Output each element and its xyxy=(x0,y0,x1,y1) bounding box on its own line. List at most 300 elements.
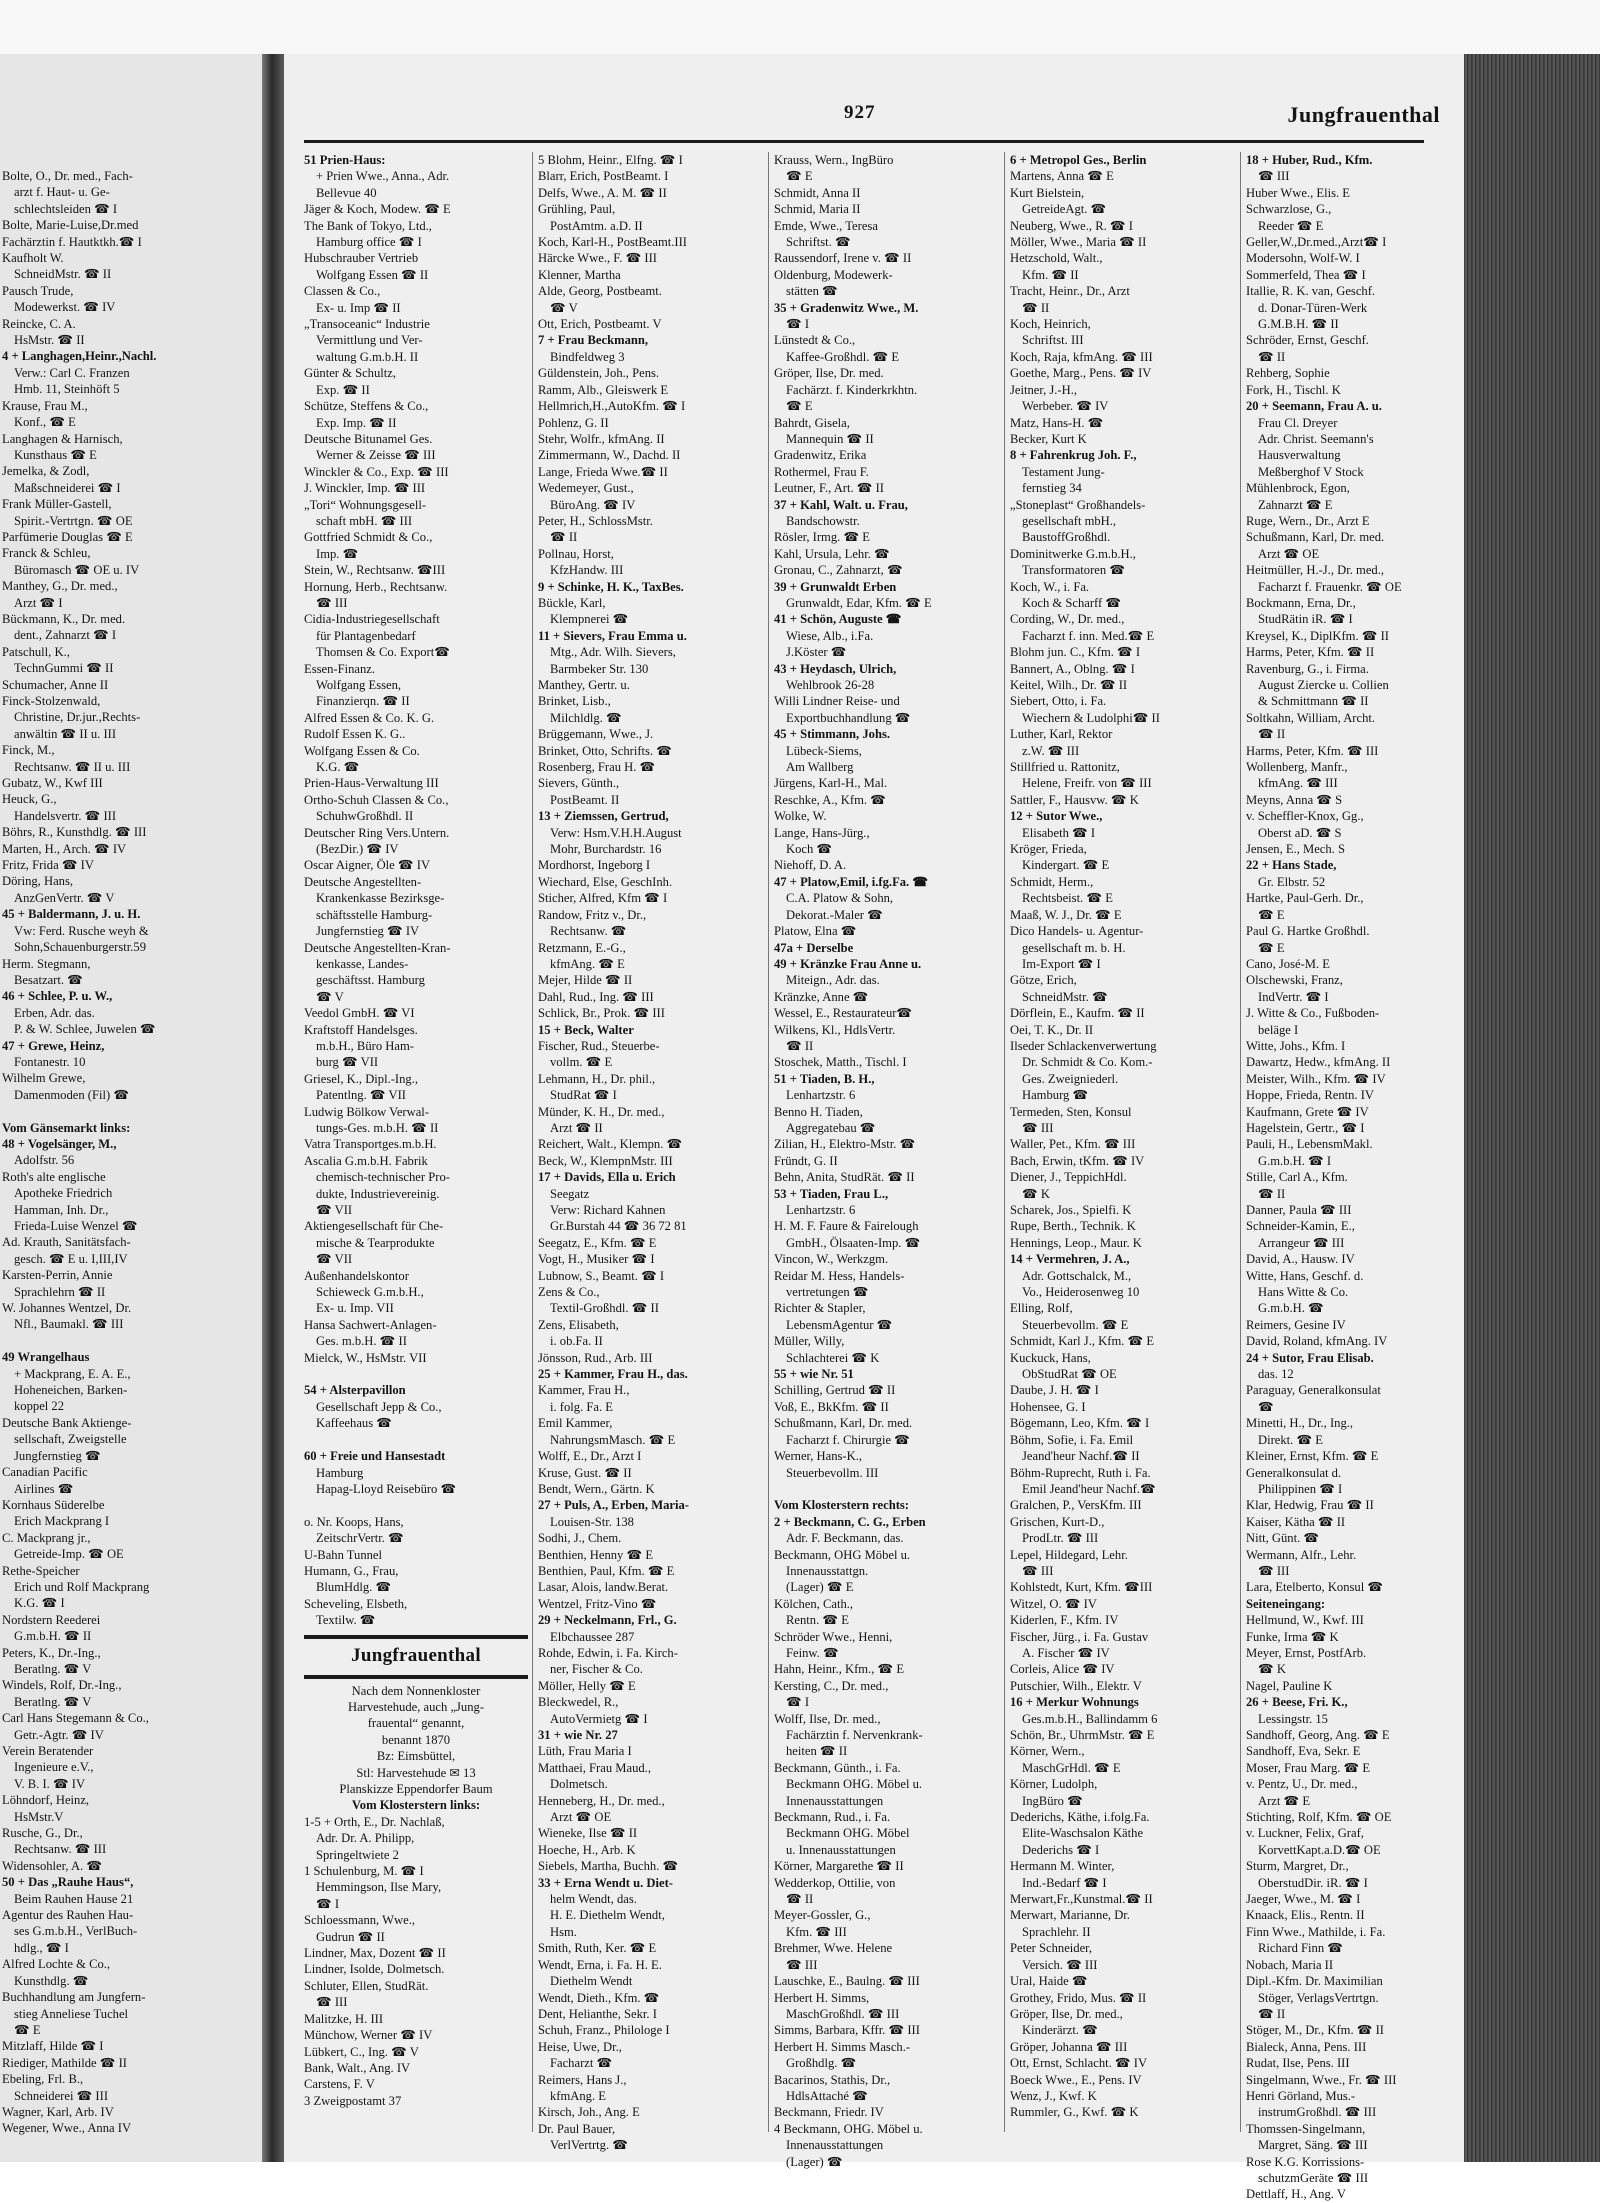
directory-entry-line: 13 + Ziemssen, Gertrud, xyxy=(538,809,669,824)
directory-entry-line: Widensohler, A. ☎ xyxy=(2,1858,103,1873)
directory-entry-line: Blohm jun. C., Kfm. ☎ I xyxy=(1010,645,1141,660)
directory-entry-line: Schmidt, Karl J., Kfm. ☎ E xyxy=(1010,1334,1155,1349)
directory-entry-line: G.m.b.H. ☎ II xyxy=(14,1629,92,1644)
directory-entry-line: Nordstern Reederei xyxy=(2,1612,101,1627)
directory-entry-line: Winckler & Co., Exp. ☎ III xyxy=(304,464,449,479)
directory-entry-line: Rose K.G. Korrissions- xyxy=(1246,2154,1365,2169)
directory-entry-line: Kinderärzt. ☎ xyxy=(1022,2023,1098,2038)
directory-entry-line: Meßberghof V Stock xyxy=(1258,464,1364,479)
directory-entry-line: gesellschaft m. b. H. xyxy=(1022,940,1126,955)
directory-entry-line: (BezDir.) ☎ IV xyxy=(316,842,399,857)
directory-entry-line: ☎ III xyxy=(316,1995,348,2010)
directory-entry-line: i. ob.Fa. II xyxy=(550,1334,603,1349)
directory-entry-line: Seegatz xyxy=(550,1186,590,1201)
directory-entry-line: Kunsthdlg. ☎ xyxy=(14,1973,89,1988)
directory-entry-line: Hornung, Herb., Rechtsanw. xyxy=(304,579,448,594)
directory-entry-line: Pollnau, Horst, xyxy=(538,546,614,561)
directory-entry-line: stieg Anneliese Tuchel xyxy=(14,2006,129,2021)
directory-entry-line: Huber Wwe., Elis. E xyxy=(1246,185,1350,200)
directory-entry-line: Dawartz, Hedw., kfmAng. II xyxy=(1246,1055,1391,1070)
directory-entry-line: Kaiser, Kätha ☎ II xyxy=(1246,1514,1346,1529)
column-divider xyxy=(532,152,533,2132)
directory-entry-line: Wedderkop, Ottilie, von xyxy=(774,1875,896,1890)
directory-entry-line: ☎ I xyxy=(786,317,810,332)
directory-entry-line: Möller, Wwe., Maria ☎ II xyxy=(1010,235,1147,250)
directory-entry-line: Danner, Paula ☎ III xyxy=(1246,1203,1352,1217)
directory-entry-line: Diethelm Wendt xyxy=(550,1974,633,1989)
directory-entry-line: für Plantagenbedarf xyxy=(316,628,416,643)
directory-entry-line: Nobach, Maria II xyxy=(1246,1957,1334,1972)
directory-entry-line: geschäftsst. Hamburg xyxy=(316,973,425,988)
directory-entry-line: Meyer, Ernst, PostfArb. xyxy=(1246,1645,1367,1660)
directory-entry-line: Airlines ☎ xyxy=(14,1481,74,1496)
directory-entry-line: VerlVertrtg. ☎ xyxy=(550,2138,628,2153)
directory-entry-line: Sommerfeld, Thea ☎ I xyxy=(1246,267,1366,282)
directory-entry-line: v. Pentz, U., Dr. med., xyxy=(1246,1777,1358,1792)
directory-entry-line: Kammer, Frau H., xyxy=(538,1383,630,1398)
directory-entry-line: Canadian Pacific xyxy=(2,1465,88,1480)
directory-entry-line: Margret, Säng. ☎ III xyxy=(1258,2138,1368,2153)
directory-entry-line: 12 + Sutor Wwe., xyxy=(1010,809,1103,824)
directory-entry-line: Hagelstein, Gertr., ☎ I xyxy=(1246,1120,1365,1135)
directory-entry-line: Oberst aD. ☎ S xyxy=(1258,825,1342,840)
directory-entry-line: Bolte, O., Dr. med., Fach- xyxy=(2,169,133,183)
directory-entry-line: Schmidt, Anna II xyxy=(774,185,861,200)
directory-entry-line: Lange, Hans-Jürg., xyxy=(774,825,870,840)
directory-entry-line: Parfümerie Douglas ☎ E xyxy=(2,529,133,544)
directory-entry-line: Innenausstattgn. xyxy=(786,1563,869,1578)
directory-entry-line: Jensen, E., Mech. S xyxy=(1246,842,1345,857)
directory-entry-line: Ges.m.b.H., Ballindamm 6 xyxy=(1022,1711,1158,1726)
directory-entry-line: Termeden, Sten, Konsul xyxy=(1010,1104,1132,1119)
directory-entry-line: Hans Witte & Co. xyxy=(1258,1285,1349,1300)
directory-entry-line: 27 + Puls, A., Erben, Maria- xyxy=(538,1498,689,1513)
directory-entry-line: Ges. Zweigniederl. xyxy=(1022,1071,1119,1086)
directory-entry-line: kenkasse, Landes- xyxy=(316,956,409,971)
directory-entry-line: Wermann, Alfr., Lehr. xyxy=(1246,1547,1357,1562)
directory-entry-line: Schieweck G.m.b.H., xyxy=(316,1285,424,1300)
directory-entry-line: C.A. Platow & Sohn, xyxy=(786,891,894,906)
directory-entry-line: Koch, W., i. Fa. xyxy=(1010,579,1090,594)
directory-entry-line: Döring, Hans, xyxy=(2,874,74,889)
directory-entry-line: Brinket, Lisb., xyxy=(538,694,611,709)
directory-entry-line: Müller, Willy, xyxy=(774,1334,845,1349)
directory-entry-line: Wiese, Alb., i.Fa. xyxy=(786,628,874,643)
directory-entry-line: Hapag-Lloyd Reisebüro ☎ xyxy=(316,1481,457,1496)
directory-entry-line: chemisch-technischer Pro- xyxy=(316,1170,450,1185)
directory-entry-line: ☎ E xyxy=(14,2022,41,2037)
street-rule xyxy=(304,1675,528,1679)
directory-entry-line: LebensmAgentur ☎ xyxy=(786,1317,893,1332)
directory-entry-line: Ural, Haide ☎ xyxy=(1010,1974,1088,1989)
directory-entry-line: Manthey, Gertr. u. xyxy=(538,678,630,692)
directory-entry-line: Agentur des Rauhen Hau- xyxy=(2,1908,134,1923)
directory-entry-line: arzt f. Haut- u. Ge- xyxy=(14,185,110,200)
directory-entry-line: PostBeamt. II xyxy=(550,792,620,807)
directory-entry-line: Wieneke, Ilse ☎ II xyxy=(538,1826,638,1841)
directory-entry-line: Schriftst. ☎ xyxy=(786,235,851,250)
directory-entry-line: & Schmittmann ☎ II xyxy=(1258,694,1369,709)
directory-entry-line: H. M. F. Faure & Fairelough xyxy=(774,1219,919,1234)
directory-entry-line: Imp. ☎ xyxy=(316,546,359,561)
directory-entry-line: 17 + Davids, Ella u. Erich xyxy=(538,1170,676,1185)
directory-entry-line: „Transoceanic“ Industrie xyxy=(304,317,430,332)
directory-entry-line: Erben, Adr. das. xyxy=(14,1005,95,1020)
directory-entry-line: Koch ☎ xyxy=(786,842,833,857)
directory-entry-line: Möller, Helly ☎ E xyxy=(538,1678,636,1693)
directory-entry-line: 51 + Tiaden, B. H., xyxy=(774,1071,875,1086)
directory-entry-line: ☎ II xyxy=(786,1892,814,1907)
directory-entry-line: Fachärztin f. Hautktkh.☎ I xyxy=(2,234,142,249)
directory-entry-line: Lange, Frieda Wwe.☎ II xyxy=(538,464,668,479)
directory-entry-line: Kornhaus Süderelbe xyxy=(2,1497,105,1512)
directory-entry-line: 26 + Beese, Fri. K., xyxy=(1246,1695,1348,1710)
directory-entry-line: Benno H. Tiaden, xyxy=(774,1104,863,1119)
directory-entry-line: Ott, Ernst, Schlacht. ☎ IV xyxy=(1010,2056,1148,2071)
directory-entry-line: Fischer, Rud., Steuerbe- xyxy=(538,1038,660,1053)
directory-entry-line: Außenhandelskontor xyxy=(304,1268,409,1283)
directory-entry-line: Beratlng. ☎ V xyxy=(14,1694,92,1709)
directory-entry-line: MaschGroßhdl. ☎ III xyxy=(786,2006,900,2021)
directory-entry-line: Thomssen-Singelmann, xyxy=(1246,2121,1366,2136)
directory-entry-line: fernstieg 34 xyxy=(1022,481,1082,496)
directory-entry-line: Soltkahn, William, Archt. xyxy=(1246,710,1376,725)
directory-entry-line: Lünstedt & Co., xyxy=(774,333,856,348)
directory-entry-line: SchuhwGroßhdl. II xyxy=(316,809,414,824)
directory-entry-line: Cano, José-M. E xyxy=(1246,956,1330,971)
directory-entry-line: Kölchen, Cath., xyxy=(774,1596,854,1611)
directory-entry-line: Franck & Schleu, xyxy=(2,546,91,561)
directory-entry-line: Krauss, Wern., IngBüro xyxy=(774,153,894,167)
directory-entry-line: Gottfried Schmidt & Co., xyxy=(304,530,433,545)
directory-entry-line: Schlachterei ☎ K xyxy=(786,1350,880,1365)
directory-entry-line: Brinket, Otto, Schrifts. ☎ xyxy=(538,743,672,758)
directory-entry-line: Wolfgang Essen, xyxy=(316,678,402,692)
directory-entry-line: 39 + Grunwaldt Erben xyxy=(774,579,897,594)
directory-entry-line: schäftsstelle Hamburg- xyxy=(316,907,433,922)
directory-entry-line xyxy=(304,1366,528,1382)
directory-entry-line: Singelmann, Wwe., Fr. ☎ III xyxy=(1246,2072,1397,2087)
directory-entry-line: Windels, Rolf, Dr.-Ing., xyxy=(2,1678,122,1693)
directory-entry-line: V. B. I. ☎ IV xyxy=(14,1776,86,1791)
directory-entry-line: Werner & Zeisse ☎ III xyxy=(316,448,436,463)
directory-entry-line: Wagner, Karl, Arb. IV xyxy=(2,2104,114,2119)
directory-entry-line: Mtg., Adr. Wilh. Sievers, xyxy=(550,645,676,660)
directory-entry-line: Hamburg ☎ xyxy=(1022,1088,1089,1103)
directory-entry-line: Luther, Karl, Rektor xyxy=(1010,727,1113,742)
directory-entry-line: (Lager) ☎ E xyxy=(786,1580,854,1595)
directory-entry-line: Springeltwiete 2 xyxy=(316,1847,399,1862)
directory-entry-line: Wolke, W. xyxy=(774,809,827,824)
directory-entry-line: Reschke, A., Kfm. ☎ xyxy=(774,792,886,807)
directory-entry-line: Merwart,Fr.,Kunstmal.☎ II xyxy=(1010,1892,1153,1907)
directory-entry-line: Koch, Raja, kfmAng. ☎ III xyxy=(1010,349,1153,364)
directory-entry-line: Diener, J., TeppichHdl. xyxy=(1010,1170,1127,1185)
directory-entry-line: Funke, Irma ☎ K xyxy=(1246,1629,1339,1644)
directory-entry-line: Lüth, Frau Maria I xyxy=(538,1744,632,1759)
directory-entry-line: StudRätin iR. ☎ I xyxy=(1258,612,1353,627)
directory-entry-line: Hubschrauber Vertrieb xyxy=(304,251,419,266)
directory-entry-line: Wiechard, Else, GeschInh. xyxy=(538,874,673,889)
directory-entry-line: Dr. Schmidt & Co. Kom.- xyxy=(1022,1055,1153,1070)
directory-entry-line: Hoheneichen, Barken- xyxy=(14,1383,128,1398)
directory-entry-line: Adolfstr. 56 xyxy=(14,1153,75,1168)
directory-entry-line: Ludwig Bölkow Verwal- xyxy=(304,1104,429,1119)
directory-entry-line: W. Johannes Wentzel, Dr. xyxy=(2,1301,132,1316)
directory-entry-line: Bannert, A., Oblng. ☎ I xyxy=(1010,661,1135,676)
directory-entry-line: Jemelka, & Zodl, xyxy=(2,464,90,479)
directory-entry-line: Bindfeldweg 3 xyxy=(550,349,625,364)
directory-entry-line: Emil Kammer, xyxy=(538,1416,613,1431)
directory-entry-line: Lasar, Alois, landw.Berat. xyxy=(538,1580,669,1595)
directory-entry-line: Cidia-Industriegesellschaft xyxy=(304,612,440,627)
directory-entry-line: Lehmann, H., Dr. phil., xyxy=(538,1071,656,1086)
directory-entry-line: ☎ I xyxy=(316,1896,340,1911)
directory-entry-line: Heise, Uwe, Dr., xyxy=(538,2039,622,2054)
directory-entry-line: Ex- u. Imp. VII xyxy=(316,1301,394,1316)
directory-entry-line: Planskizze Eppendorfer Baum xyxy=(339,1782,493,1796)
directory-entry-line: Arrangeur ☎ III xyxy=(1258,1235,1345,1250)
directory-entry-line: Reincke, C. A. xyxy=(2,316,76,331)
directory-entry-line: 49 + Kränzke Frau Anne u. xyxy=(774,956,922,971)
directory-entry-line: Fritz, Frida ☎ IV xyxy=(2,858,94,873)
directory-entry-line: burg ☎ VII xyxy=(316,1055,379,1070)
directory-entry-line: Ascalia G.m.b.H. Fabrik xyxy=(304,1153,428,1168)
directory-entry-line: mische & Tearprodukte xyxy=(316,1235,435,1250)
directory-entry-line: Schriftst. III xyxy=(1022,333,1084,348)
directory-entry-line: Sturm, Margret, Dr., xyxy=(1246,1859,1349,1874)
directory-entry-line: Jürgens, Karl-H., Mal. xyxy=(774,776,888,791)
directory-entry-line: Knaack, Elis., Rentn. II xyxy=(1246,1908,1365,1923)
directory-entry-line: Koch & Scharff ☎ xyxy=(1022,595,1122,610)
directory-entry-line: J. Winckler, Imp. ☎ III xyxy=(304,481,426,496)
directory-entry-line: Arzt ☎ OE xyxy=(1258,546,1320,561)
directory-entry-line: Stehr, Wolfr., kfmAng. II xyxy=(538,431,665,446)
directory-entry-line: Hartke, Paul-Gerh. Dr., xyxy=(1246,891,1364,906)
directory-entry-line: Willi Lindner Reise- und xyxy=(774,694,900,709)
directory-entry-line: Deutsche Angestellten- xyxy=(304,874,422,889)
directory-entry-line: 35 + Gradenwitz Wwe., M. xyxy=(774,300,919,315)
directory-entry-line: Wilkens, Kl., HdlsVertr. xyxy=(774,1022,896,1037)
directory-entry-line: Wilhelm Grewe, xyxy=(2,1071,86,1086)
directory-entry-line: benannt 1870 xyxy=(381,1732,451,1747)
directory-entry-line: Testament Jung- xyxy=(1022,464,1105,479)
directory-entry-line: Becker, Kurt K xyxy=(1010,431,1087,446)
directory-entry-line: 33 + Erna Wendt u. Diet- xyxy=(538,1875,673,1890)
directory-entry-line: Voß, E., BkKfm. ☎ II xyxy=(774,1399,889,1414)
directory-entry-line xyxy=(2,1333,260,1349)
directory-entry-line: Modersohn, Wolf-W. I xyxy=(1246,251,1360,266)
directory-entry-line: Benthien, Paul, Kfm. ☎ E xyxy=(538,1563,675,1578)
directory-entry-line: stätten ☎ xyxy=(786,284,838,299)
directory-entry-line: Boeck Wwe., E., Pens. IV xyxy=(1010,2072,1142,2087)
directory-entry-line: Lauschke, E., Baulng. ☎ III xyxy=(774,1974,920,1989)
directory-entry-line: Facharzt f. inn. Med.☎ E xyxy=(1022,628,1155,643)
directory-entry-line: Beck, W., KlempnMstr. III xyxy=(538,1153,673,1168)
directory-entry-line: Wolfgang Essen ☎ II xyxy=(316,267,429,282)
directory-entry-line: Essen-Finanz. xyxy=(304,661,375,676)
directory-entry-line: Neuberg, Wwe., R. ☎ I xyxy=(1010,218,1133,233)
directory-entry-line: Harms, Peter, Kfm. ☎ III xyxy=(1246,743,1379,758)
directory-entry-line: Alfred Lochte & Co., xyxy=(2,1957,111,1972)
directory-entry-line: 47 + Platow,Emil, i.fg.Fa. ☎ xyxy=(774,874,929,889)
column-1 xyxy=(304,152,528,2142)
directory-entry-line: AnzGenVertr. ☎ V xyxy=(14,890,115,905)
directory-entry-line: 16 + Merkur Wohnungs xyxy=(1010,1695,1139,1710)
directory-entry-line: 37 + Kahl, Walt. u. Frau, xyxy=(774,497,908,512)
directory-entry-line: ☎ K xyxy=(1258,1662,1286,1677)
directory-entry-line: Hennings, Leop., Maur. K xyxy=(1010,1235,1142,1250)
directory-entry-line: Elling, Rolf, xyxy=(1010,1301,1073,1316)
directory-entry-line: Sprachlehr. II xyxy=(1022,1924,1091,1939)
directory-entry-line: v. Scheffler-Knox, Gg., xyxy=(1246,809,1364,824)
directory-entry-line: U-Bahn Tunnel xyxy=(304,1547,383,1562)
directory-entry-line: Zens, Elisabeth, xyxy=(538,1317,619,1332)
directory-entry-line: Frau Cl. Dreyer xyxy=(1258,415,1338,430)
directory-entry-line: Aggregatebau ☎ xyxy=(786,1120,876,1135)
directory-entry-line: 3 Zweigpostamt 37 xyxy=(304,2093,402,2108)
directory-entry-line: Riediger, Mathilde ☎ II xyxy=(2,2055,127,2070)
directory-entry-line: K.G. ☎ I xyxy=(14,1596,65,1611)
directory-entry-line: Pausch Trude, xyxy=(2,283,74,298)
directory-entry-line: Veedol GmbH. ☎ VI xyxy=(304,1006,415,1021)
directory-entry-line: Stoschek, Matth., Tischl. I xyxy=(774,1055,907,1070)
directory-entry-line: Schröder Wwe., Henni, xyxy=(774,1629,893,1644)
directory-entry-line: Ruge, Wern., Dr., Arzt E xyxy=(1246,513,1370,528)
directory-entry-line: 15 + Beck, Walter xyxy=(538,1022,634,1037)
directory-entry-line: 1-5 + Orth, E., Dr. Nachlaß, xyxy=(304,1814,445,1829)
directory-entry-line: Daube, J. H. ☎ I xyxy=(1010,1383,1099,1398)
directory-entry-line: Pohlenz, G. II xyxy=(538,415,609,430)
directory-entry-line: Arzt ☎ I xyxy=(14,595,63,610)
directory-entry-line: J. Witte & Co., Fußboden- xyxy=(1246,1006,1380,1021)
directory-entry-line: G.m.b.H. ☎ I xyxy=(1258,1153,1332,1168)
directory-entry-line: Facharzt f. Chirurgie ☎ xyxy=(786,1432,910,1447)
directory-entry-line: Sprachlehrn ☎ II xyxy=(14,1284,106,1299)
directory-entry-line: Bendt, Wern., Gärtn. K xyxy=(538,1481,655,1496)
directory-entry-line: Hellmrich,H.,AutoKfm. ☎ I xyxy=(538,399,686,414)
directory-entry-line: 55 + wie Nr. 51 xyxy=(774,1367,854,1382)
directory-entry-line: Corleis, Alice ☎ IV xyxy=(1010,1662,1115,1677)
directory-entry-line: Ott, Erich, Postbeamt. V xyxy=(538,317,662,332)
directory-entry-line: Behn, Anita, StudRät. ☎ II xyxy=(774,1170,915,1185)
directory-entry-line: d. Donar-Türen-Werk xyxy=(1258,300,1368,315)
directory-entry-line: Verw: Richard Kahnen xyxy=(550,1203,666,1217)
directory-entry-line: o. Nr. Koops, Hans, xyxy=(304,1514,404,1529)
directory-entry-line: ☎ III xyxy=(316,595,348,610)
directory-entry-line: Hsm. xyxy=(550,1924,577,1939)
directory-entry-line: Arzt ☎ II xyxy=(550,1120,603,1135)
directory-entry-line: August Ziercke u. Collien xyxy=(1258,678,1389,692)
directory-entry-line: Bandschowstr. xyxy=(786,513,860,528)
directory-entry-line: BüroAng. ☎ IV xyxy=(550,497,636,512)
directory-entry-line: Jungfernstieg ☎ xyxy=(14,1448,101,1463)
directory-entry-line: J.Köster ☎ xyxy=(786,645,847,660)
directory-entry-line: Rechtsbeist. ☎ E xyxy=(1022,891,1113,906)
directory-entry-line: Fischer, Jürg., i. Fa. Gustav xyxy=(1010,1629,1149,1644)
directory-entry-line: Mühlenbrock, Egon, xyxy=(1246,481,1350,496)
directory-entry-line: The Bank of Tokyo, Ltd., xyxy=(304,218,432,233)
directory-entry-line: Finck-Stolzenwald, xyxy=(2,694,101,708)
directory-entry-line: Emil Jeand'heur Nachf.☎ xyxy=(1022,1481,1156,1496)
directory-entry-line: Hoppe, Frieda, Rentn. IV xyxy=(1246,1088,1375,1103)
directory-entry-line: Ilseder Schlackenverwertung xyxy=(1010,1038,1157,1053)
directory-entry-line: Schußmann, Karl, Dr. med. xyxy=(1246,530,1385,545)
directory-entry-line: Dekorat.-Maler ☎ xyxy=(786,907,883,922)
directory-entry-line: Wenz, J., Kwf. K xyxy=(1010,2088,1097,2103)
directory-entry-line: Putschier, Wilh., Elektr. V xyxy=(1010,1678,1142,1693)
directory-entry-line: Wentzel, Fritz-Vino ☎ xyxy=(538,1596,657,1611)
directory-entry-line: Deutscher Ring Vers.Untern. xyxy=(304,825,450,840)
directory-entry-line: Bacarinos, Stathis, Dr., xyxy=(774,2072,891,2087)
directory-entry-line: 1 Schulenburg, M. ☎ I xyxy=(304,1864,424,1879)
directory-entry-line: Koch, Heinrich, xyxy=(1010,317,1091,332)
directory-entry-line: 18 + Huber, Rud., Kfm. xyxy=(1246,153,1373,167)
directory-entry-line: Grothey, Frido, Mus. ☎ II xyxy=(1010,1990,1147,2005)
directory-entry-line: Verw.: Carl C. Franzen xyxy=(14,365,130,380)
directory-entry-line: Jaeger, Wwe., M. ☎ I xyxy=(1246,1892,1361,1907)
directory-entry-line: Herm. Stegmann, xyxy=(2,956,91,971)
directory-entry-line: Rosenberg, Frau H. ☎ xyxy=(538,760,656,775)
directory-entry-line: z.W. ☎ III xyxy=(1022,743,1080,758)
directory-entry-line: Emde, Wwe., Teresa xyxy=(774,218,878,233)
directory-entry-line: kfmAng. E xyxy=(550,2088,606,2103)
directory-entry-line: Ad. Krauth, Sanitätsfach- xyxy=(2,1235,131,1250)
directory-entry-line: ☎ III xyxy=(1022,1563,1054,1578)
directory-entry-line: Kruse, Gust. ☎ II xyxy=(538,1465,632,1480)
directory-entry-line: Exportbuchhandlung ☎ xyxy=(786,710,911,725)
directory-entry-line: Finn Wwe., Mathilde, i. Fa. xyxy=(1246,1924,1386,1939)
directory-entry-line: Gralchen, P., VersKfm. III xyxy=(1010,1498,1142,1513)
directory-entry-line: Fontanestr. 10 xyxy=(14,1054,86,1069)
directory-entry-line: Wolff, Ilse, Dr. med., xyxy=(774,1711,881,1726)
directory-entry-line: Elbchaussee 287 xyxy=(550,1629,635,1644)
directory-entry-line: 4 + Langhagen,Heinr.,Nachl. xyxy=(2,349,157,364)
directory-entry-line: Schilling, Gertrud ☎ II xyxy=(774,1383,896,1398)
directory-entry-line: Heitmüller, H.-J., Dr. med., xyxy=(1246,563,1385,578)
directory-entry-line: Getr.-Agtr. ☎ IV xyxy=(14,1727,104,1742)
directory-entry-line: David, A., Hausw. IV xyxy=(1246,1252,1355,1267)
directory-entry-line: Reimers, Gesine IV xyxy=(1246,1317,1346,1332)
directory-entry-line: Kreysel, K., DiplKfm. ☎ II xyxy=(1246,628,1389,643)
directory-entry-line: Beckmann, OHG Möbel u. xyxy=(774,1547,911,1562)
directory-entry-line: Lindner, Max, Dozent ☎ II xyxy=(304,1946,446,1961)
directory-entry-line: Gronau, C., Zahnarzt, ☎ xyxy=(774,563,903,578)
directory-entry-line: frauental“ genannt, xyxy=(367,1716,465,1731)
directory-entry-line: Sattler, F., Hausvw. ☎ K xyxy=(1010,792,1139,807)
directory-entry-line: Vo., Heiderosenweg 10 xyxy=(1022,1285,1140,1300)
directory-entry-line: 45 + Stimmann, Johs. xyxy=(774,727,890,742)
directory-entry-line: Adr. Gottschalck, M., xyxy=(1022,1268,1132,1283)
directory-entry-line: Langhagen & Harnisch, xyxy=(2,431,123,446)
directory-entry-line: 9 + Schinke, H. K., TaxBes. xyxy=(538,579,684,594)
directory-entry-line: ☎ III xyxy=(1258,169,1290,184)
directory-entry-line: Deutsche Bitunamel Ges. xyxy=(304,431,433,446)
directory-entry-line: Grunwaldt, Edar, Kfm. ☎ E xyxy=(786,595,932,610)
directory-entry-line: Harvestehude, auch „Jung- xyxy=(347,1699,485,1714)
directory-entry-line: ☎ II xyxy=(1022,300,1050,315)
directory-entry-line: Gubatz, W., Kwf III xyxy=(2,776,103,791)
directory-entry-line: Kindergart. ☎ E xyxy=(1022,858,1110,873)
directory-entry-line: C. Mackprang jr., xyxy=(2,1530,91,1545)
directory-entry-line: ☎ xyxy=(1258,1399,1274,1414)
directory-entry-line: Dederichs ☎ I xyxy=(1022,1842,1100,1857)
directory-entry-line: Reimers, Hans J., xyxy=(538,2072,627,2087)
directory-entry-line: Beckmann, Friedr. IV xyxy=(774,2105,884,2120)
directory-entry-line: Am Wallberg xyxy=(786,760,854,775)
directory-entry-line: 46 + Schlee, P. u. W., xyxy=(2,989,113,1004)
directory-entry-line: Körner, Wern., xyxy=(1010,1744,1085,1759)
